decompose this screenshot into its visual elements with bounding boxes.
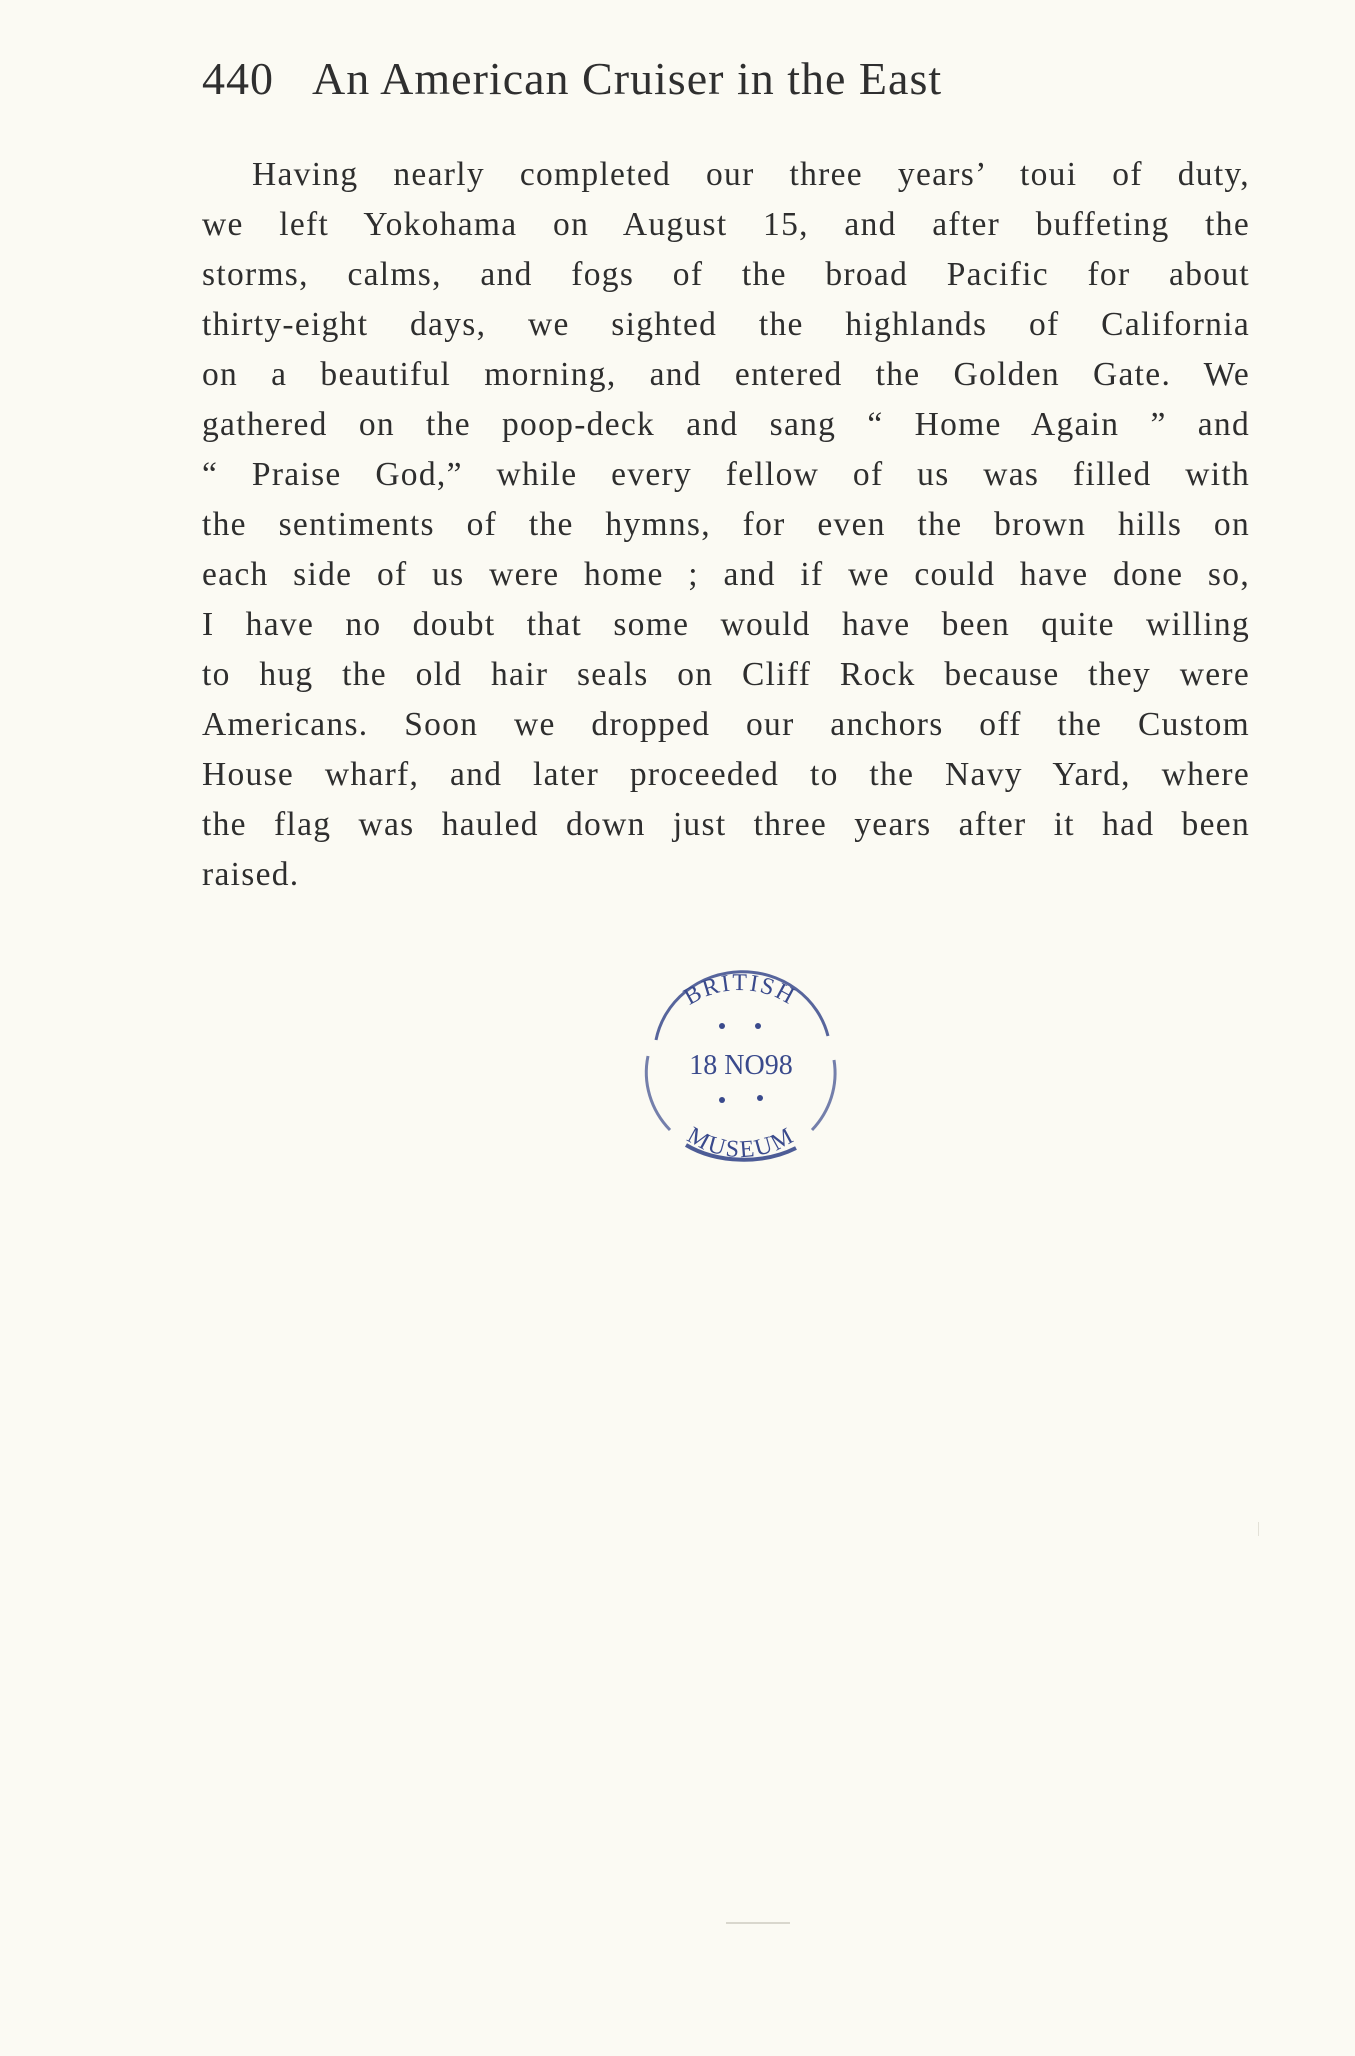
running-head-title: An American Cruiser in the East: [312, 53, 943, 104]
margin-mark: [1258, 1522, 1259, 1536]
text-line: each side of us were home ; and if we could have done so,: [202, 556, 1250, 593]
text-line: we left Yokohama on August 15, and after buffeting the: [202, 206, 1250, 243]
text-line: Having nearly completed our three years’ toui of duty,: [252, 156, 1250, 193]
text-line: the flag was hauled down just three years after it had been: [202, 806, 1250, 843]
text-line: Americans. Soon we dropped our anchors off the Custom: [202, 706, 1250, 743]
text-line: the sentiments of the hymns, for even the brown hills on: [202, 506, 1250, 543]
stamp-date: 18 NO98: [689, 1050, 793, 1081]
text-line: on a beautiful morning, and entered the Golden Gate. We: [202, 356, 1250, 393]
text-line: storms, calms, and fogs of the broad Pacific for about: [202, 256, 1250, 293]
text-line: I have no doubt that some would have been quite willing: [202, 606, 1250, 643]
stamp-top-text: BRITISH: [679, 970, 801, 1011]
body-paragraph: [202, 150, 1250, 900]
page-number: 440: [202, 53, 274, 104]
text-line: thirty-eight days, we sighted the highlands of California: [202, 306, 1250, 343]
text-line: House wharf, and later proceeded to the Navy Yard, where: [202, 756, 1250, 793]
stamp-bottom-text: MUSEUM: [682, 1122, 800, 1164]
text-line: to hug the old hair seals on Cliff Rock because they were: [202, 656, 1250, 693]
british-museum-stamp: [626, 970, 856, 1170]
text-line: gathered on the poop-deck and sang “ Home Again ” and: [202, 406, 1250, 443]
text-line: raised.: [202, 856, 300, 893]
footer-rule: [726, 1922, 790, 1924]
text-line: “ Praise God,” while every fellow of us was filled with: [202, 456, 1250, 493]
stamp-seal-icon: [626, 970, 856, 1170]
running-head: [202, 52, 1202, 112]
